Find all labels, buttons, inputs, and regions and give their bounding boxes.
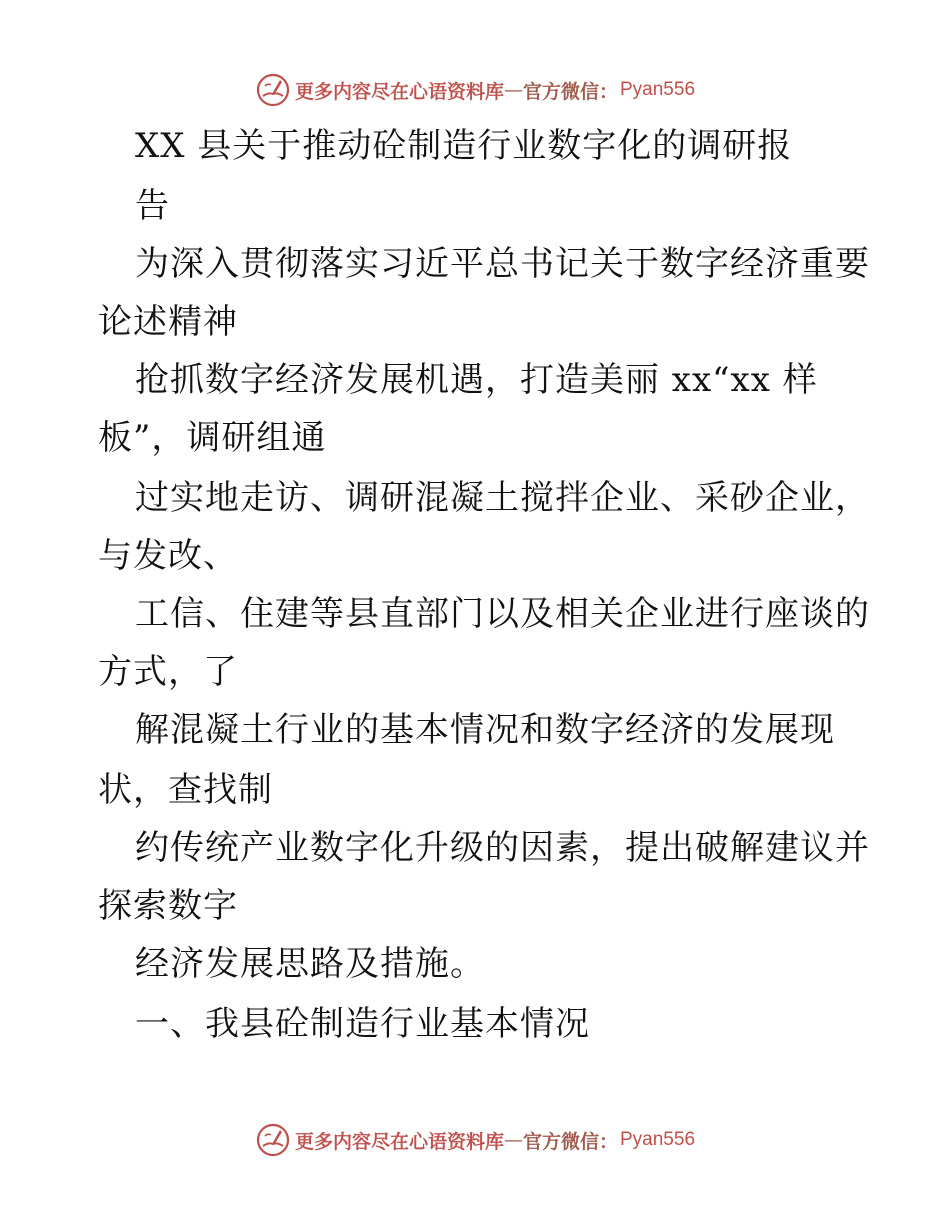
paragraph-line: 与发改、 (98, 536, 238, 576)
paragraph-line: 为深入贯彻落实习近平总书记关于数字经济重要 (135, 244, 870, 284)
banner-wechat-label: 官方微信： (522, 1130, 618, 1153)
section-heading: 一、我县砼制造行业基本情况 (135, 1004, 590, 1044)
paragraph-line: 过实地走访、调研混凝土搅拌企业、采砂企业， (135, 478, 870, 518)
banner-separator: — (503, 79, 523, 101)
footer-banner (0, 1120, 950, 1160)
quill-book-logo-icon (255, 1122, 291, 1158)
header-banner (0, 70, 950, 110)
banner-separator: — (503, 1129, 523, 1151)
document-title-line-2: 告 (135, 186, 170, 226)
paragraph-line: 约传统产业数字化升级的因素，提出破解建议并 (135, 828, 870, 868)
banner-wechat-id: Pyan556 (620, 1129, 696, 1150)
banner-main-text: 更多内容尽在心语资料库 (294, 80, 504, 103)
document-title-line-1: XX 县关于推动砼制造行业数字化的调研报 (135, 126, 793, 166)
paragraph-line: 状，查找制 (98, 770, 273, 810)
paragraph-line: 经济发展思路及措施。 (135, 944, 485, 984)
paragraph-line: 解混凝土行业的基本情况和数字经济的发展现 (135, 710, 835, 750)
paragraph-line: 方式，了 (98, 652, 238, 692)
paragraph-line: 探索数字 (98, 886, 238, 926)
quill-book-logo-icon (255, 72, 291, 108)
banner-wechat-label: 官方微信： (522, 80, 618, 103)
banner-wechat-id: Pyan556 (620, 79, 696, 100)
paragraph-line: 板”，调研组通 (98, 418, 327, 458)
paragraph-line: 抢抓数字经济发展机遇，打造美丽 xx“xx 样 (135, 360, 818, 400)
banner-main-text: 更多内容尽在心语资料库 (294, 1130, 504, 1153)
paragraph-line: 论述精神 (98, 302, 238, 342)
paragraph-line: 工信、住建等县直部门以及相关企业进行座谈的 (135, 594, 870, 634)
